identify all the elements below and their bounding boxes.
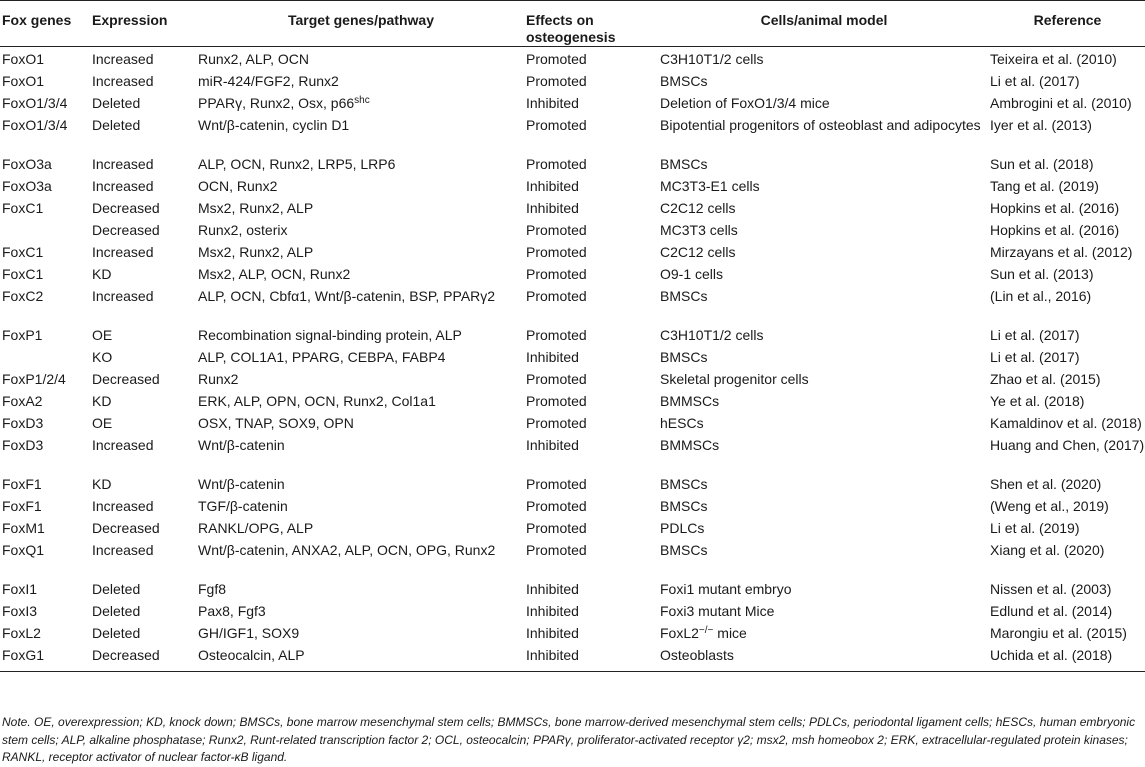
cell-target-genes: miR-424/FGF2, Runx2 [198,73,339,89]
cell-fox-gene: FoxC1 [2,200,44,216]
cell-target-genes: OCN, Runx2 [198,178,278,194]
cell-cell-model: BMSCs [660,349,708,365]
cell-target-genes: OSX, TNAP, SOX9, OPN [198,415,354,431]
cell-expression: Deleted [92,95,141,111]
cell-expression: Decreased [92,222,160,238]
cell-reference: Hopkins et al. (2016) [990,222,1120,238]
cell-target-genes: Runx2, osterix [198,222,288,238]
cell-fox-gene: FoxC1 [2,266,44,282]
cell-expression: OE [92,415,113,431]
cell-target-genes: RANKL/OPG, ALP [198,520,314,536]
cell-fox-gene: FoxD3 [2,415,44,431]
cell-expression: KD [92,393,112,409]
cell-effect: Promoted [526,415,587,431]
cell-target-genes: TGF/β-catenin [198,498,288,514]
cell-cell-model: Osteoblasts [658,645,988,672]
cell-target-genes: Wnt/β-catenin [198,476,285,492]
cell-fox-gene: FoxI1 [2,581,38,597]
cell-target-genes: Wnt/β-catenin [198,437,285,453]
cell-cell-model: BMSCs [660,288,708,304]
cell-reference: Ambrogini et al. (2010) [990,95,1132,111]
table-row [0,264,1145,286]
cell-effect: Promoted [526,327,587,343]
cell-fox-gene: FoxQ1 [2,542,45,558]
cell-target-genes: Pax8, Fgf3 [198,603,266,619]
cell-reference: Nissen et al. (2003) [990,581,1112,597]
cell-expression: Increased [92,288,154,304]
cell-effect: Promoted [526,244,587,260]
cell-target-genes: ALP, COL1A1, PPARG, CEBPA, FABP4 [198,349,446,365]
header-target-genes: Target genes/pathway [196,1,524,47]
cell-effect: Promoted [526,393,587,409]
cell-target-genes: Msx2, ALP, OCN, Runx2 [198,266,351,282]
cell-reference: Xiang et al. (2020) [990,542,1105,558]
table-row [0,474,1145,496]
cell-cell-model: MC3T3-E1 cells [660,178,760,194]
cell-reference: Li et al. (2017) [990,327,1080,343]
cell-fox-gene: FoxD3 [2,437,44,453]
cell-cell-model: BMMSCs [660,393,720,409]
cell-expression: Increased [92,542,154,558]
table-row [0,369,1145,391]
cell-expression: KD [92,476,112,492]
cell-expression: Decreased [92,200,160,216]
header-reference: Reference [988,1,1145,47]
cell-effect: Promoted [526,498,587,514]
cell-fox-gene: FoxP1 [2,327,43,343]
cell-expression: Deleted [92,603,141,619]
cell-expression: Increased [92,156,154,172]
cell-cell-model: BMSCs [660,73,708,89]
cell-fox-gene: FoxC1 [2,244,44,260]
cell-fox-gene: FoxO3a [2,156,52,172]
header-cells-model: Cells/animal model [658,1,988,47]
cell-cell-model: C2C12 cells [660,200,736,216]
cell-target-genes: Msx2, Runx2, ALP [198,200,314,216]
cell-effect: Promoted [526,156,587,172]
cell-effect: Inhibited [526,581,579,597]
cell-reference: Li et al. (2017) [990,73,1080,89]
cell-cell-model: Bipotential progenitors of osteoblast and adipocytes [660,117,981,133]
cell-target-genes: Msx2, Runx2, ALP [198,244,314,260]
header-fox-genes: Fox genes [0,1,90,47]
cell-effect: Inhibited [526,349,579,365]
cell-target-genes: Runx2, ALP, OCN [198,51,310,67]
table-row [0,347,1145,369]
cell-fox-gene: FoxO1 [2,73,45,89]
table-body [0,47,1145,672]
cell-fox-gene: FoxC2 [2,288,44,304]
cell-effect: Inhibited [526,437,579,453]
cell-target-genes: Wnt/β-catenin, ANXA2, ALP, OCN, OPG, Runx2 [198,542,496,558]
cell-reference: Mirzayans et al. (2012) [990,244,1133,260]
cell-target-genes: ERK, ALP, OPN, OCN, Runx2, Col1a1 [198,393,436,409]
cell-effect: Inhibited [526,625,579,641]
cell-target-genes: ALP, OCN, Cbfα1, Wnt/β-catenin, BSP, PPARγ2 [198,288,496,304]
cell-reference: Li et al. (2019) [990,520,1080,536]
cell-effect: Inhibited [526,178,579,194]
cell-reference: Hopkins et al. (2016) [990,200,1120,216]
cell-reference: Shen et al. (2020) [990,476,1102,492]
cell-expression: Increased [92,498,154,514]
cell-effect: Promoted [526,222,587,238]
cell-effect: Promoted [526,266,587,282]
cell-effect: Promoted [526,117,587,133]
table-row [0,518,1145,540]
cell-cell-model: Foxi3 mutant Mice [660,603,775,619]
cell-expression: Deleted [92,581,141,597]
table-row [0,579,1145,601]
table-row [0,325,1145,347]
cell-cell-model: Skeletal progenitor cells [660,371,809,387]
cell-reference: Li et al. (2017) [990,349,1080,365]
cell-expression: Increased [92,73,154,89]
cell-effect: Inhibited [524,645,658,672]
cell-target-genes: Osteocalcin, ALP [196,645,524,672]
cell-effect: Inhibited [526,95,579,111]
cell-cell-model: PDLCs [660,520,705,536]
cell-effect: Inhibited [526,603,579,619]
cell-cell-model: Foxi1 mutant embryo [660,581,792,597]
cell-cell-model: BMSCs [660,498,708,514]
table-row [0,623,1145,645]
cell-effect: Promoted [526,288,587,304]
cell-expression: Decreased [92,371,160,387]
cell-target-genes: Recombination signal-binding protein, ALP [198,327,462,343]
cell-fox-gene: FoxF1 [2,498,42,514]
cell-cell-model: BMSCs [660,542,708,558]
table-row [0,154,1145,176]
cell-target-genes: GH/IGF1, SOX9 [198,625,300,641]
cell-fox-gene: FoxO3a [2,178,52,194]
cell-target-genes: Fgf8 [198,581,227,597]
cell-reference: Sun et al. (2013) [990,266,1094,282]
header-row [0,1,1145,47]
cell-cell-model: C2C12 cells [660,244,736,260]
cell-target-genes: Wnt/β-catenin, cyclin D1 [198,117,350,133]
cell-expression: OE [92,327,113,343]
cell-fox-gene: FoxL2 [2,625,41,641]
table-row [0,391,1145,413]
cell-reference: Ye et al. (2018) [990,393,1085,409]
cell-effect: Promoted [526,73,587,89]
table-row [0,435,1145,474]
cell-reference: Tang et al. (2019) [990,178,1099,194]
cell-reference: Kamaldinov et al. (2018) [990,415,1142,431]
cell-cell-model: MC3T3 cells [660,222,738,238]
cell-reference: Sun et al. (2018) [990,156,1094,172]
table-row [0,496,1145,518]
table-row [0,601,1145,623]
cell-reference: (Lin et al., 2016) [990,288,1092,304]
table-row [0,413,1145,435]
table-row [0,540,1145,579]
cell-reference: Edlund et al. (2014) [990,603,1113,619]
cell-cell-model: C3H10T1/2 cells [660,327,764,343]
cell-fox-gene: FoxO1/3/4 [2,117,68,133]
cell-cell-model: hESCs [660,415,704,431]
header-expression: Expression [90,1,196,47]
cell-cell-model: BMSCs [660,476,708,492]
table-row [0,115,1145,154]
table-row [0,286,1145,325]
cell-fox-gene: FoxA2 [2,393,43,409]
cell-fox-gene [0,347,90,369]
cell-reference: Zhao et al. (2015) [990,371,1101,387]
cell-fox-gene: FoxO1/3/4 [2,95,68,111]
cell-fox-gene: FoxP1/2/4 [2,371,66,387]
table-row [0,645,1145,672]
cell-cell-model: BMSCs [660,156,708,172]
cell-effect: Promoted [526,51,587,67]
cell-effect: Promoted [526,476,587,492]
table-row [0,93,1145,115]
cell-target-genes: PPARγ, Runx2, Osx, $p66^{shc}$ [198,95,370,111]
cell-expression: Increased [92,437,154,453]
cell-fox-gene: FoxI3 [2,603,38,619]
cell-target-genes: ALP, OCN, Runx2, LRP5, LRP6 [198,156,396,172]
cell-expression: Deleted [92,117,141,133]
cell-effect: Inhibited [526,200,579,216]
cell-fox-gene [0,220,90,242]
table-row [0,198,1145,220]
table-row [0,47,1145,72]
table-row [0,220,1145,242]
cell-expression: Increased [92,51,154,67]
table-row [0,71,1145,93]
cell-reference: Uchida et al. (2018) [988,645,1145,672]
table-footnote: Note. OE, overexpression; KD, knock down; BMSCs, bone marrow mesenchymal stem cells; BMMSCs, bone marrow-derived mesenchymal stem cells; PDLCs, periodontal ligament cells; hESCs, human embryonic stem cells; ALP, alkaline phosphatase; Runx2, Runt-related transcription factor 2; OCL, osteocalcin; PPARγ, proliferator-activated receptor γ2; msx2, msh homeobox 2; ERK, extracellular-regulated protein kinases; RANKL, receptor activator of nuclear factor-κB ligand. [2,715,1136,764]
cell-expression: KO [92,349,113,365]
cell-cell-model: Deletion of FoxO1/3/4 mice [660,95,830,111]
table-row [0,242,1145,264]
cell-cell-model: FoxL2−/− mice [660,625,747,641]
cell-cell-model: O9-1 cells [660,266,724,282]
cell-effect: Promoted [526,542,587,558]
cell-reference: Marongiu et al. (2015) [990,625,1127,641]
cell-expression: Increased [92,244,154,260]
cell-target-genes: Runx2 [198,371,239,387]
cell-effect: Promoted [526,371,587,387]
cell-cell-model: C3H10T1/2 cells [660,51,764,67]
cell-reference: Teixeira et al. (2010) [990,51,1117,67]
cell-reference: Huang and Chen, (2017) [990,437,1145,453]
table-header [0,1,1145,47]
table-row [0,176,1145,198]
cell-expression: Increased [92,178,154,194]
cell-reference: (Weng et al., 2019) [990,498,1109,514]
cell-fox-gene: FoxO1 [2,51,45,67]
cell-effect: Promoted [526,520,587,536]
cell-expression: Decreased [92,520,160,536]
cell-expression: Decreased [90,645,196,672]
cell-expression: Deleted [92,625,141,641]
cell-reference: Iyer et al. (2013) [990,117,1092,133]
cell-fox-gene: FoxF1 [2,476,42,492]
cell-fox-gene: FoxG1 [0,645,90,672]
cell-fox-gene: FoxM1 [2,520,45,536]
header-effects: Effects on osteogenesis [524,1,658,47]
cell-cell-model: BMMSCs [660,437,720,453]
cell-expression: KD [92,266,112,282]
